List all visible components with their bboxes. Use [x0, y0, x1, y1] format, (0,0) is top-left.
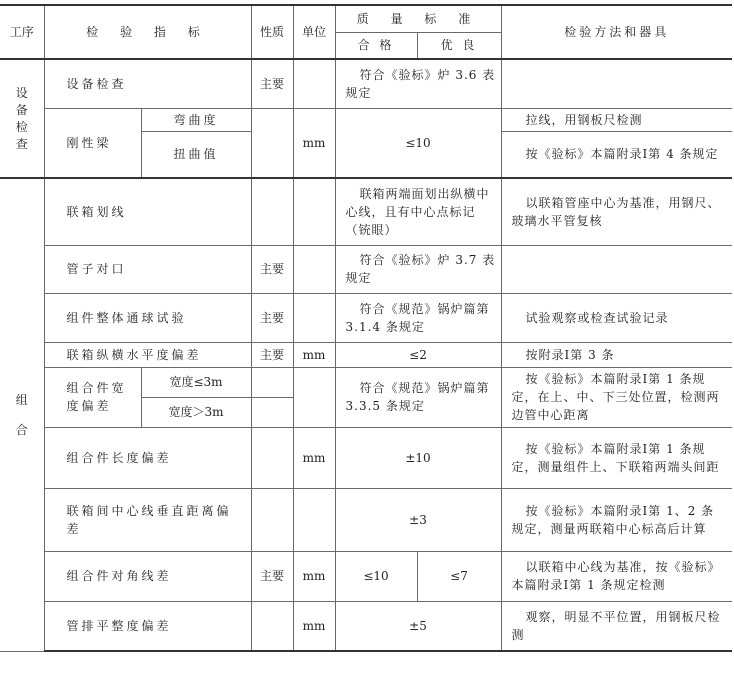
width-deviation-sub1: 宽度≤3m — [141, 367, 251, 397]
header-marking-standard: 联箱两端面划出纵横中心线，且有中心点标记（铳眼） — [335, 178, 501, 245]
equipment-check-method — [501, 59, 732, 108]
rigid-beam-standard: ≤10 — [335, 108, 501, 178]
header-nature: 性质 — [251, 5, 293, 59]
section-equipment-check: 设备检查 — [0, 59, 44, 178]
row-equipment-check — [0, 59, 732, 108]
inspection-table — [0, 4, 732, 652]
width-deviation-indicator: 组合件宽度偏差 — [44, 367, 141, 427]
ball-test-method: 试验观察或检查试验记录 — [501, 293, 732, 342]
flatness-deviation-nature — [251, 601, 293, 651]
vertical-distance-indicator: 联箱间中心线垂直距离偏差 — [44, 488, 251, 551]
flatness-deviation-indicator: 管排平整度偏差 — [44, 601, 251, 651]
length-deviation-standard: ±10 — [335, 427, 501, 488]
header-unit: 单位 — [293, 5, 335, 59]
diagonal-deviation-nature: 主要 — [251, 551, 293, 601]
header-marking-method: 以联箱管座中心为基准，用钢尺、玻璃水平管复核 — [501, 178, 732, 245]
row-diagonal-deviation — [0, 551, 732, 601]
width-deviation-nature-1 — [251, 367, 293, 397]
diagonal-deviation-method: 以联箱中心线为基准，按《验标》本篇附录Ⅰ第 1 条规定检测 — [501, 551, 732, 601]
pipe-alignment-method — [501, 245, 732, 293]
vertical-distance-standard: ±3 — [335, 488, 501, 551]
header-marking-unit — [293, 178, 335, 245]
rigid-beam-indicator: 刚性梁 — [44, 108, 141, 178]
equipment-check-unit — [293, 59, 335, 108]
equipment-check-indicator: 设备检查 — [44, 59, 251, 108]
width-deviation-standard: 符合《规范》锅炉篇第 3.3.5 条规定 — [335, 367, 501, 427]
flatness-deviation-method: 观察，明显不平位置，用钢板尺检测 — [501, 601, 732, 651]
header-excellent: 优 良 — [417, 32, 501, 59]
rigid-beam-twist-method: 按《验标》本篇附录Ⅰ第 4 条规定 — [501, 131, 732, 178]
rigid-beam-bending-method: 拉线，用钢板尺检测 — [501, 108, 732, 131]
equipment-check-standard: 符合《验标》炉 3.6 表规定 — [335, 59, 501, 108]
flatness-deviation-standard: ±5 — [335, 601, 501, 651]
width-deviation-sub2: 宽度＞3m — [141, 397, 251, 427]
section-assembly: 组合 — [0, 178, 44, 651]
rigid-beam-unit: mm — [293, 108, 335, 178]
vertical-distance-method: 按《验标》本篇附录Ⅰ第 1、2 条规定，测量两联箱中心标高后计算 — [501, 488, 732, 551]
rigid-beam-bending: 弯曲度 — [141, 108, 251, 131]
diagonal-deviation-excellent: ≤7 — [417, 551, 501, 601]
header-process: 工序 — [0, 5, 44, 59]
level-deviation-indicator: 联箱纵横水平度偏差 — [44, 342, 251, 367]
ball-test-unit — [293, 293, 335, 342]
flatness-deviation-unit: mm — [293, 601, 335, 651]
rigid-beam-nature — [251, 108, 293, 178]
row-rigid-beam-bending — [0, 108, 732, 131]
pipe-alignment-nature: 主要 — [251, 245, 293, 293]
row-length-deviation — [0, 427, 732, 488]
ball-test-indicator: 组件整体通球试验 — [44, 293, 251, 342]
row-pipe-alignment — [0, 245, 732, 293]
rigid-beam-twist: 扭曲值 — [141, 131, 251, 178]
level-deviation-method: 按附录Ⅰ第 3 条 — [501, 342, 732, 367]
header-marking-indicator: 联箱划线 — [44, 178, 251, 245]
header-marking-nature — [251, 178, 293, 245]
equipment-check-nature: 主要 — [251, 59, 293, 108]
length-deviation-indicator: 组合件长度偏差 — [44, 427, 251, 488]
row-ball-test — [0, 293, 732, 342]
width-deviation-nature-2 — [251, 397, 293, 427]
pipe-alignment-unit — [293, 245, 335, 293]
diagonal-deviation-qualified: ≤10 — [335, 551, 417, 601]
length-deviation-method: 按《验标》本篇附录Ⅰ第 1 条规定，测量组件上、下联箱两端头间距 — [501, 427, 732, 488]
length-deviation-nature — [251, 427, 293, 488]
level-deviation-standard: ≤2 — [335, 342, 501, 367]
header-method: 检验方法和器具 — [501, 5, 732, 59]
header-indicator: 检 验 指 标 — [44, 5, 251, 59]
vertical-distance-unit — [293, 488, 335, 551]
level-deviation-nature: 主要 — [251, 342, 293, 367]
pipe-alignment-indicator: 管子对口 — [44, 245, 251, 293]
row-header-marking — [0, 178, 732, 245]
row-flatness-deviation — [0, 601, 732, 651]
vertical-distance-nature — [251, 488, 293, 551]
header-row — [0, 5, 732, 32]
width-deviation-unit — [293, 367, 335, 427]
header-quality-standard: 质 量 标 准 — [335, 5, 501, 32]
length-deviation-unit: mm — [293, 427, 335, 488]
ball-test-nature: 主要 — [251, 293, 293, 342]
width-deviation-method: 按《验标》本篇附录Ⅰ第 1 条规定，在上、中、下三处位置，检测两边管中心距离 — [501, 367, 732, 427]
pipe-alignment-standard: 符合《验标》炉 3.7 表规定 — [335, 245, 501, 293]
level-deviation-unit: mm — [293, 342, 335, 367]
row-level-deviation — [0, 342, 732, 367]
row-width-deviation-1 — [0, 367, 732, 397]
ball-test-standard: 符合《规范》锅炉篇第 3.1.4 条规定 — [335, 293, 501, 342]
diagonal-deviation-indicator: 组合件对角线差 — [44, 551, 251, 601]
row-vertical-distance — [0, 488, 732, 551]
diagonal-deviation-unit: mm — [293, 551, 335, 601]
header-qualified: 合 格 — [335, 32, 417, 59]
